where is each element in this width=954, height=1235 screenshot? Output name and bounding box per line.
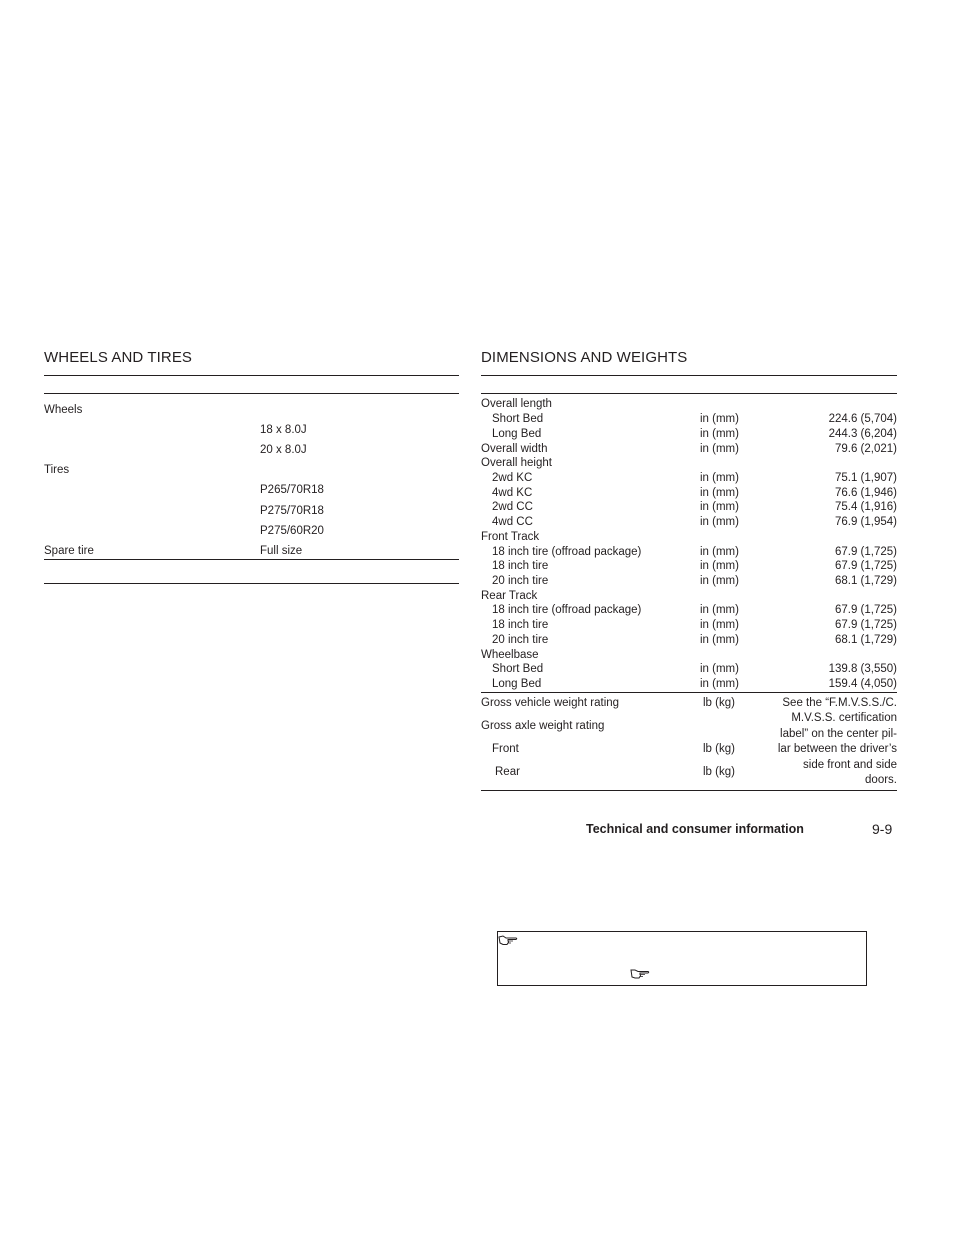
weight-label: Front (492, 743, 519, 755)
dimension-label: Short Bed (492, 663, 544, 675)
dimension-label: 18 inch tire (offroad package) (492, 604, 642, 616)
dimension-value: 68.1 (1,729) (834, 634, 897, 646)
dimension-label: 18 inch tire (offroad package) (492, 546, 642, 558)
spare-tire-label: Spare tire (44, 545, 94, 557)
dimension-label: 18 inch tire (492, 619, 549, 631)
pointing-hand-icon (498, 933, 518, 951)
weight-note-line: doors. (865, 774, 897, 786)
dimension-value: 224.6 (5,704) (828, 413, 897, 425)
dimension-label: Long Bed (492, 678, 542, 690)
dimension-value: 75.1 (1,907) (834, 472, 897, 484)
dimension-value: 76.9 (1,954) (834, 516, 897, 528)
dimensions-table-bottom-rule (481, 790, 897, 791)
weight-note-line: M.V.S.S. certification (791, 712, 897, 724)
dimension-label: Overall length (481, 398, 552, 410)
dimension-unit: in (mm) (700, 443, 739, 455)
dimension-label: 20 inch tire (492, 575, 549, 587)
dimension-label: Overall height (481, 457, 552, 469)
pointing-hand-icon (630, 967, 650, 985)
weight-unit: lb (kg) (703, 743, 735, 755)
dimension-label: Long Bed (492, 428, 542, 440)
wheels-heading-rule (44, 375, 459, 376)
dimension-unit: in (mm) (700, 634, 739, 646)
dimension-value: 76.6 (1,946) (834, 487, 897, 499)
dimensions-weights-heading: DIMENSIONS AND WEIGHTS (481, 349, 688, 366)
dimension-label: 4wd KC (492, 487, 533, 499)
dimension-label: Wheelbase (481, 649, 539, 661)
wheels-tires-heading: WHEELS AND TIRES (44, 349, 193, 366)
dimension-unit: in (mm) (700, 501, 739, 513)
dimension-unit: in (mm) (700, 560, 739, 572)
dimension-unit: in (mm) (700, 472, 739, 484)
dimensions-table-top-rule (481, 393, 897, 394)
dimension-unit: in (mm) (700, 428, 739, 440)
dimension-value: 67.9 (1,725) (834, 546, 897, 558)
tire-size-value: P275/60R20 (260, 525, 324, 537)
wheels-table-bottom-rule (44, 559, 459, 560)
dimension-label: Short Bed (492, 413, 544, 425)
wheels-label: Wheels (44, 404, 83, 416)
dimension-label: 2wd CC (492, 501, 533, 513)
weight-unit: lb (kg) (703, 697, 735, 709)
dimension-unit: in (mm) (700, 678, 739, 690)
weight-label: Rear (495, 766, 520, 778)
wheel-size-value: 18 x 8.0J (260, 424, 307, 436)
dimension-value: 67.9 (1,725) (834, 604, 897, 616)
dimension-label: 18 inch tire (492, 560, 549, 572)
wheels-section-end-rule (44, 583, 459, 584)
dimension-value: 68.1 (1,729) (834, 575, 897, 587)
dimension-label: 2wd KC (492, 472, 533, 484)
dimension-unit: in (mm) (700, 487, 739, 499)
dimension-value: 75.4 (1,916) (834, 501, 897, 513)
weight-note-line: label” on the center pil- (780, 728, 897, 740)
dimension-value: 67.9 (1,725) (834, 560, 897, 572)
tires-label: Tires (44, 464, 70, 476)
weight-note-line: See the “F.M.V.S.S./C. (782, 697, 897, 709)
tire-size-value: P275/70R18 (260, 505, 324, 517)
dimension-unit: in (mm) (700, 516, 739, 528)
dimension-value: 139.8 (3,550) (828, 663, 897, 675)
notice-box (497, 931, 867, 986)
tire-size-value: P265/70R18 (260, 484, 324, 496)
dimension-unit: in (mm) (700, 619, 739, 631)
spare-tire-value: Full size (260, 545, 303, 557)
dimensions-heading-rule (481, 375, 897, 376)
weight-label: Gross vehicle weight rating (481, 697, 620, 709)
dimension-value: 79.6 (2,021) (834, 443, 897, 455)
dimension-unit: in (mm) (700, 663, 739, 675)
wheel-size-value: 20 x 8.0J (260, 444, 307, 456)
dimension-label: Rear Track (481, 590, 538, 602)
footer-section-title: Technical and consumer information (586, 822, 804, 836)
dimension-label: 4wd CC (492, 516, 533, 528)
weight-note-line: side front and side (803, 759, 897, 771)
weight-unit: lb (kg) (703, 766, 735, 778)
dimension-label: Overall width (481, 443, 548, 455)
dimension-value: 159.4 (4,050) (828, 678, 897, 690)
dimension-unit: in (mm) (700, 575, 739, 587)
dimension-unit: in (mm) (700, 604, 739, 616)
dimensions-weights-divider (481, 692, 897, 693)
dimension-unit: in (mm) (700, 413, 739, 425)
dimension-label: 20 inch tire (492, 634, 549, 646)
wheels-table-top-rule (44, 393, 459, 394)
dimension-value: 244.3 (6,204) (828, 428, 897, 440)
dimension-label: Front Track (481, 531, 540, 543)
dimension-unit: in (mm) (700, 546, 739, 558)
page-number: 9-9 (872, 821, 893, 837)
weight-label: Gross axle weight rating (481, 720, 605, 732)
weight-note-line: lar between the driver’s (777, 743, 897, 755)
dimension-value: 67.9 (1,725) (834, 619, 897, 631)
